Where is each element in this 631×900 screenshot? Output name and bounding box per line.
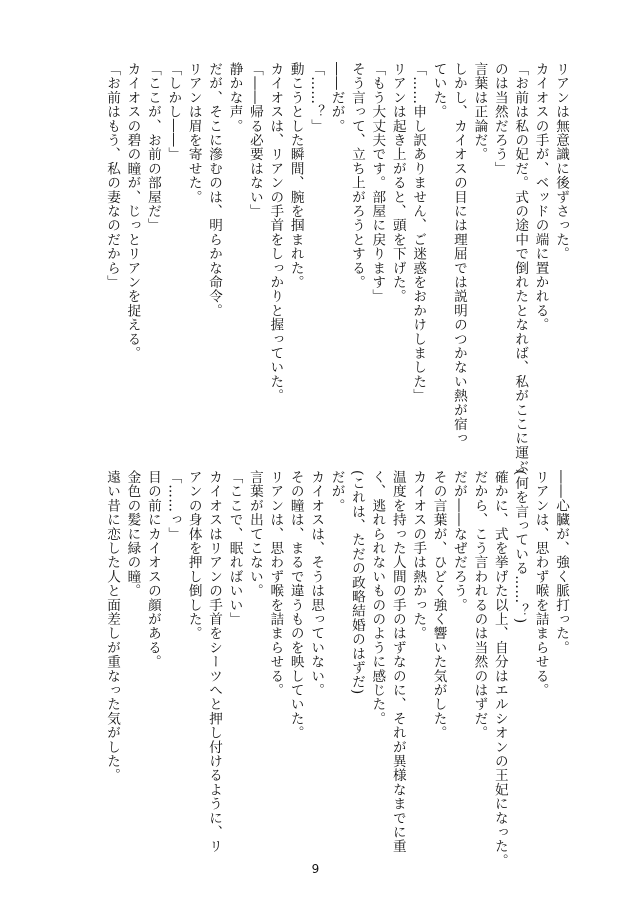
text-line: 言葉は正論だ。 <box>471 62 488 162</box>
lower-text-block <box>102 470 571 868</box>
text-line: カイオスの手は熱かった。 <box>410 470 427 641</box>
text-line: カイオスは、リアンの手首をしっかりと握っていた。 <box>267 62 284 403</box>
text-line: 言葉が出てこない。 <box>246 470 263 598</box>
text-line: く、逃れられないもののように感じた。 <box>369 470 386 726</box>
text-line: 確かに、式を挙げた以上、自分はエルシオンの王妃になった。 <box>491 470 508 868</box>
text-line: 「お前はもう、私の妻なのだから」 <box>104 62 121 290</box>
text-line: 「しかし――」 <box>165 62 182 162</box>
text-line: (これは、ただの政略結婚のはずだ) <box>348 470 365 695</box>
text-line: カイオスの碧の瞳が、じっとリアンを捉える。 <box>124 62 141 361</box>
text-line: だが、そこに滲むのは、明らかな命令。 <box>206 62 223 318</box>
text-line: ――だが。 <box>328 62 345 133</box>
text-line: だから、こう言われるのは当然のはずだ。 <box>471 470 488 740</box>
text-line: リアンは眉を寄せた。 <box>185 62 202 204</box>
text-line: のは当然だろう」 <box>491 62 508 176</box>
text-line: (何を言っている……？) <box>512 470 529 624</box>
text-line: 「……申し訳ありません、ご迷惑をおかけしました」 <box>410 62 427 403</box>
page-number: 9 <box>311 862 320 876</box>
text-line: リアンは、思わず喉を詰まらせる。 <box>532 470 549 698</box>
text-line: 静かな声。 <box>226 62 243 133</box>
text-line: だが。 <box>328 470 345 513</box>
text-line: 温度を持った人間の手のはずなのに、それが異様なまでに重 <box>389 470 406 854</box>
text-line: リアンは、思わず喉を詰まらせる。 <box>267 470 284 698</box>
text-line: その瞳は、まるで違うものを映していた。 <box>287 470 304 740</box>
text-line: 「――帰る必要はない」 <box>246 62 263 219</box>
text-line: 「もう大丈夫です。部屋に戻ります」 <box>369 62 386 304</box>
text-line: そう言って、立ち上がろうとする。 <box>348 62 365 290</box>
text-line: ていた。 <box>430 62 447 119</box>
text-line: しかし、カイオスの目には理屈では説明のつかない熱が宿っ <box>450 62 467 446</box>
text-line: 「……？」 <box>308 62 325 133</box>
text-line: 遠い昔に恋した人と面差しが重なった気がした。 <box>104 470 121 783</box>
text-line: その言葉が、ひどく強く響いた気がした。 <box>430 470 447 740</box>
text-line: リアンは起き上がると、頭を下げた。 <box>389 62 406 304</box>
text-line: カイオスはリアンの手首をシーツへと押し付けるように、リ <box>206 470 223 854</box>
text-line: 金色の髪に緑の瞳。 <box>124 470 141 598</box>
text-line: 「ここで、眠ればいい」 <box>226 470 243 627</box>
text-line: 「……っ」 <box>165 470 182 541</box>
text-line: ――心臓が、強く脈打った。 <box>553 470 569 655</box>
upper-text-block <box>102 62 571 474</box>
text-line: 「ここが、お前の部屋だ」 <box>144 62 161 233</box>
text-line: 目の前にカイオスの顔がある。 <box>144 470 161 669</box>
text-line: カイオスの手が、ベッドの端に置かれる。 <box>532 62 549 332</box>
text-line: アンの身体を押し倒した。 <box>185 470 202 641</box>
text-line: リアンは無意識に後ずさった。 <box>553 62 569 261</box>
text-line: 動こうとした瞬間、腕を掴まれた。 <box>287 62 304 290</box>
text-line: 「お前は私の妃だ。式の途中で倒れたとなれば、私がここに運ぶ <box>512 62 529 474</box>
text-line: だが――なぜだろう。 <box>450 470 467 612</box>
text-line: カイオスは、そうは思っていない。 <box>308 470 325 698</box>
